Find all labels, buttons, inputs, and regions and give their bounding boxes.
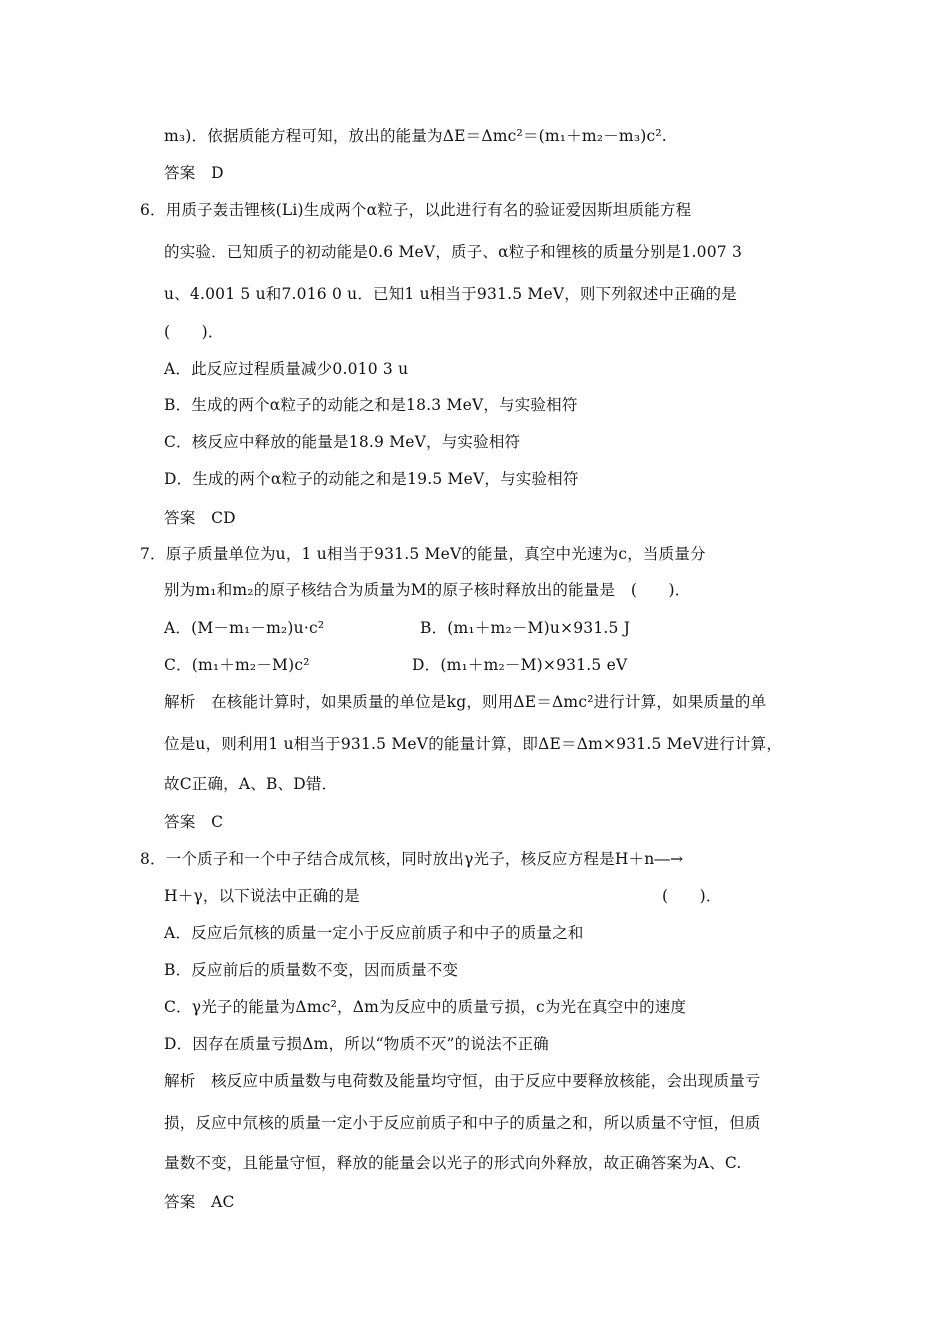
q8-option-b: B．反应前后的质量数不变，因而质量不变	[164, 961, 459, 979]
q7-explanation-line-1: 解析 在核能计算时，如果质量的单位是kg，则用ΔE＝Δmc²进行计算，如果质量的单	[164, 693, 767, 711]
q7-option-d: D．(m₁＋m₂－M)×931.5 eV	[412, 656, 628, 674]
q7-stem-line-1: 7．原子质量单位为u，1 u相当于931.5 MeV的能量，真空中光速为c，当质量分	[140, 545, 706, 563]
q8-explanation-line-3: 量数不变，且能量守恒，释放的能量会以光子的形式向外释放，故正确答案为A、C.	[164, 1154, 742, 1172]
q8-stem-line-1: 8．一个质子和一个中子结合成氘核，同时放出γ光子，核反应方程是H＋n―→	[140, 850, 684, 868]
q7-explanation-line-2: 位是u，则利用1 u相当于931.5 MeV的能量计算，即ΔE＝Δm×931.5 MeV进行计算，	[164, 735, 783, 753]
q7-stem-line-2: 别为m₁和m₂的原子核结合为质量为M的原子核时释放出的能量是 ( )．	[164, 581, 691, 599]
q6-option-b: B．生成的两个α粒子的动能之和是18.3 MeV，与实验相符	[164, 396, 578, 414]
q7-option-a: A．(M－m₁－m₂)u·c²	[164, 619, 325, 637]
q8-explanation-line-1: 解析 核反应中质量数与电荷数及能量均守恒，由于反应中要释放核能，会出现质量亏	[164, 1072, 761, 1090]
q8-option-a: A．反应后氘核的质量一定小于反应前质子和中子的质量之和	[164, 924, 584, 942]
q6-option-c: C．核反应中释放的能量是18.9 MeV，与实验相符	[164, 433, 521, 451]
q8-answer-blank: ( )．	[662, 887, 722, 905]
q7-option-c: C．(m₁＋m₂－M)c²	[164, 656, 310, 674]
q8-answer: 答案 AC	[164, 1193, 235, 1211]
q6-stem-line-3: u、4.001 5 u和7.016 0 u．已知1 u相当于931.5 MeV，则下列叙述中正确的是	[164, 285, 737, 303]
prev-solution-line: m₃)．依据质能方程可知，放出的能量为ΔE＝Δmc²＝(m₁＋m₂－m₃)c².	[164, 127, 667, 145]
prev-answer: 答案 D	[164, 164, 224, 182]
q6-stem-line-4: ( )．	[164, 323, 224, 341]
q8-option-d: D．因存在质量亏损Δm，所以“物质不灭”的说法不正确	[164, 1035, 549, 1053]
q7-answer: 答案 C	[164, 813, 224, 831]
q6-stem-line-1: 6．用质子轰击锂核(Li)生成两个α粒子，以此进行有名的验证爱因斯坦质能方程	[140, 201, 692, 219]
q6-stem-line-2: 的实验．已知质子的初动能是0.6 MeV，质子、α粒子和锂核的质量分别是1.007 3	[164, 243, 743, 261]
q8-option-c: C．γ光子的能量为Δmc²，Δm为反应中的质量亏损，c为光在真空中的速度	[164, 998, 687, 1016]
q6-option-d: D．生成的两个α粒子的动能之和是19.5 MeV，与实验相符	[164, 470, 579, 488]
q8-explanation-line-2: 损，反应中氘核的质量一定小于反应前质子和中子的质量之和，所以质量不守恒，但质	[164, 1114, 761, 1132]
q7-explanation-line-3: 故C正确，A、B、D错．	[164, 775, 338, 793]
q6-option-a: A．此反应过程质量减少0.010 3 u	[164, 360, 409, 378]
q6-answer: 答案 CD	[164, 509, 236, 527]
q8-stem-line-2: H＋γ，以下说法中正确的是	[164, 887, 360, 905]
q7-option-b: B．(m₁＋m₂－M)u×931.5 J	[420, 619, 631, 637]
